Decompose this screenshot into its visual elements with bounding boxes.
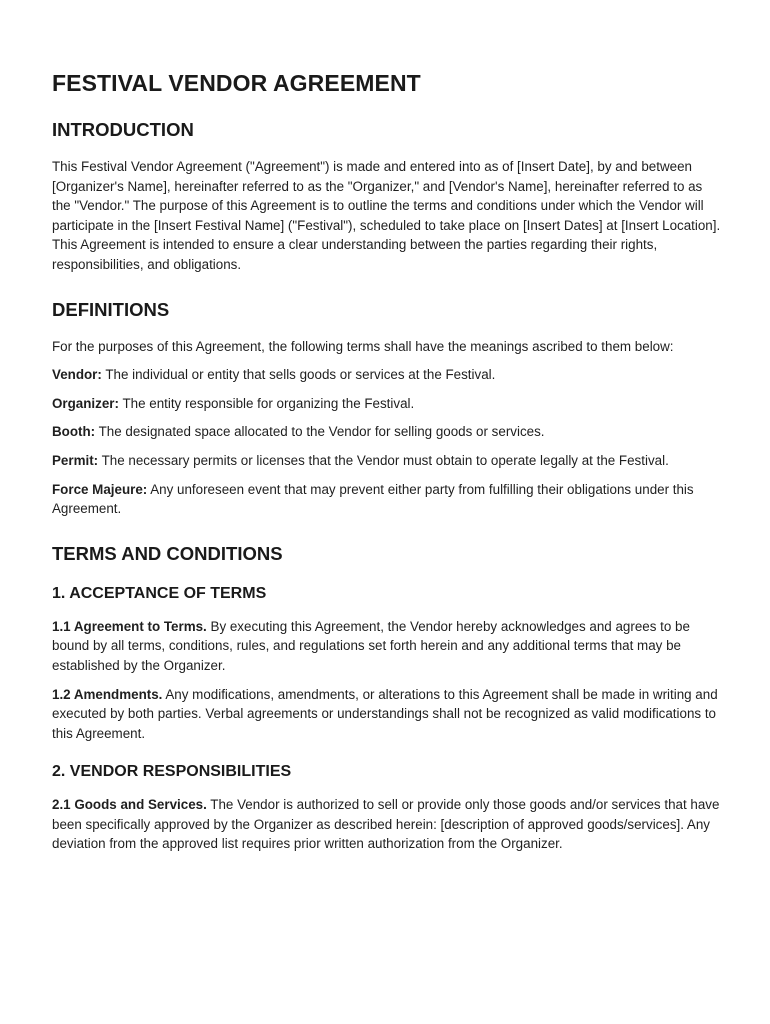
clause-label: 2.1 Goods and Services.: [52, 797, 207, 813]
clause-text: The Vendor is authorized to sell or provide only those goods and/or services that have been specifically approved by the Organizer as described herein: [description of approved goods/services]. Any deviation from the approved list requires prior written authorization from the Organizer.: [52, 797, 720, 852]
clause-label: 1.1 Agreement to Terms.: [52, 618, 207, 634]
definition-text: The designated space allocated to the Vendor for selling goods or services.: [95, 424, 545, 440]
definitions-heading: DEFINITIONS: [52, 298, 170, 320]
definition-item: [52, 422, 722, 442]
definition-text: The necessary permits or licenses that the Vendor must obtain to operate legally at the Festival.: [98, 452, 669, 468]
introduction-paragraph: This Festival Vendor Agreement ("Agreement") is made and entered into as of [Insert Date], by and between [Organizer's Name], hereinafter referred to as the "Organizer," and [Vendor's Name], hereinafter referred to as the "Vendor." The purpose of this Agreement is to outline the terms and conditions under which the Vendor will participate in the [Insert Festival Name] ("Festival"), scheduled to take place on [Insert Dates] at [Insert Location]. This Agreement is intended to ensure a clear understanding between the parties regarding their rights, responsibilities, and obligations.: [52, 159, 721, 272]
definition-term: Vendor:: [52, 367, 102, 383]
clause-item: [52, 795, 722, 854]
definition-item: [52, 394, 722, 414]
vendor-responsibilities-heading: 2. VENDOR RESPONSIBILITIES: [52, 763, 292, 781]
definition-text: The entity responsible for organizing the Festival.: [118, 395, 415, 411]
definitions-intro: For the purposes of this Agreement, the following terms shall have the meanings ascribed to them below:: [52, 338, 674, 354]
definition-term: Force Majeure:: [52, 481, 148, 497]
definition-item: [52, 480, 722, 519]
clause-item: [52, 617, 722, 676]
clause-text: Any modifications, amendments, or alterations to this Agreement shall be made in writing and executed by both parties. Verbal agreements or understandings shall not be recognized as valid modifications to this Agreement.: [52, 686, 718, 741]
clause-item: [52, 685, 722, 744]
clause-text: By executing this Agreement, the Vendor hereby acknowledges and agrees to be bound by all terms, conditions, rules, and regulations set forth herein and any additional terms that may be established by the Organizer.: [52, 618, 690, 673]
definition-term: Booth:: [52, 424, 96, 440]
document-body: [52, 70, 722, 863]
acceptance-heading: 1. ACCEPTANCE OF TERMS: [52, 584, 267, 602]
document-title: FESTIVAL VENDOR AGREEMENT: [52, 70, 421, 96]
terms-heading: TERMS AND CONDITIONS: [52, 542, 283, 564]
definition-item: [52, 365, 722, 385]
definition-text: The individual or entity that sells goods or services at the Festival.: [101, 367, 496, 383]
definition-term: Organizer:: [52, 395, 119, 411]
introduction-heading: INTRODUCTION: [52, 119, 194, 140]
clause-label: 1.2 Amendments.: [52, 686, 163, 702]
definition-term: Permit:: [52, 452, 99, 468]
definition-item: [52, 451, 722, 471]
definition-text: Any unforeseen event that may prevent either party from fulfilling their obligations under this Agreement.: [52, 481, 694, 517]
